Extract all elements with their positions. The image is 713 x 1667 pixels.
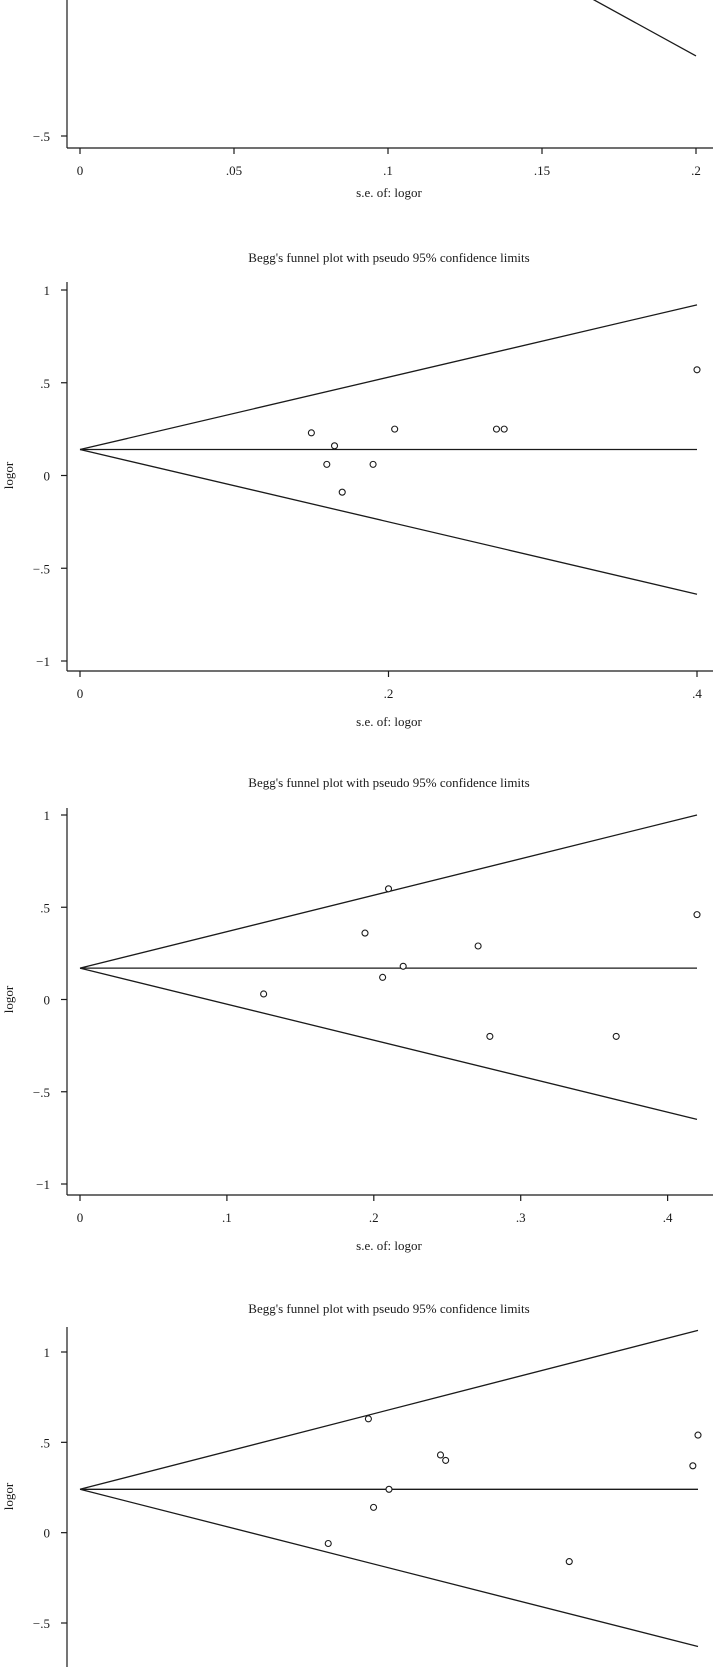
y-tick-label: 1 [43,283,50,298]
y-axis-label: logor [1,461,16,490]
x-tick-label: .2 [368,1210,379,1225]
y-tick-label: −1 [36,654,50,669]
x-tick-label: 0 [76,1210,84,1225]
funnel-plot-3 [1,775,713,1253]
y-tick-label: .5 [40,900,50,916]
y-axis-label: logor [1,985,16,1014]
upper-confidence-limit-line [80,1330,698,1489]
x-tick-label: .3 [515,1210,526,1225]
study-point [370,461,376,467]
funnel-plot-2 [1,250,713,729]
x-tick-label: .4 [662,1210,673,1225]
study-point [438,1452,444,1458]
x-tick-label: .4 [692,686,702,701]
study-point [613,1033,619,1039]
y-tick-label: 0 [43,1525,50,1541]
x-tick-label: .2 [383,686,394,701]
study-point [443,1457,449,1463]
study-point [365,1416,371,1422]
y-tick-label: 1 [43,808,50,823]
y-tick-label: −1 [36,1177,50,1192]
x-tick-label: 0 [76,686,84,701]
lower-confidence-limit-line [465,0,696,56]
upper-confidence-limit-line [80,305,697,450]
x-tick-label: .05 [225,163,243,178]
y-tick-label: 1 [43,1345,50,1360]
study-point [380,974,386,980]
study-point [261,991,267,997]
funnel-plot-4 [1,1301,713,1667]
y-tick-label: −.5 [32,1084,50,1100]
x-axis-label: s.e. of: logor [356,1238,422,1253]
study-point [694,367,700,373]
funnel-plot-1 [33,0,713,200]
y-tick-label: 0 [43,468,50,484]
y-tick-label: .5 [40,1435,50,1451]
y-axis-label: logor [1,1482,16,1511]
study-point [386,1486,392,1492]
x-tick-label: .1 [222,1210,232,1225]
study-point [566,1559,572,1565]
study-point [324,461,330,467]
study-point [362,930,368,936]
study-point [501,426,507,432]
y-tick-label: −.5 [32,129,50,144]
plot-title: Begg's funnel plot with pseudo 95% confidence limits [248,1301,530,1316]
plot-title: Begg's funnel plot with pseudo 95% confidence limits [248,250,530,265]
study-point [339,489,345,495]
plot-title: Begg's funnel plot with pseudo 95% confidence limits [248,775,530,790]
y-tick-label: 0 [43,992,50,1008]
lower-confidence-limit-line [80,968,697,1119]
study-point [371,1504,377,1510]
y-tick-label: −.5 [32,561,50,577]
lower-confidence-limit-line [80,450,697,595]
study-point [386,886,392,892]
lower-confidence-limit-line [80,1489,698,1646]
study-point [695,1432,701,1438]
x-tick-label: 0 [76,163,84,178]
x-tick-label: .2 [691,163,701,178]
study-point [475,943,481,949]
study-point [332,443,338,449]
y-tick-label: −.5 [32,1616,50,1631]
study-point [493,426,499,432]
x-tick-label: .15 [533,163,551,178]
x-axis-label: s.e. of: logor [356,185,422,200]
study-point [694,912,700,918]
x-tick-label: .1 [383,163,393,178]
study-point [690,1463,696,1469]
study-point [392,426,398,432]
study-point [308,430,314,436]
x-axis-label: s.e. of: logor [356,714,422,729]
y-tick-label: .5 [40,375,50,391]
study-point [487,1033,493,1039]
study-point [325,1541,331,1547]
study-point [400,963,406,969]
